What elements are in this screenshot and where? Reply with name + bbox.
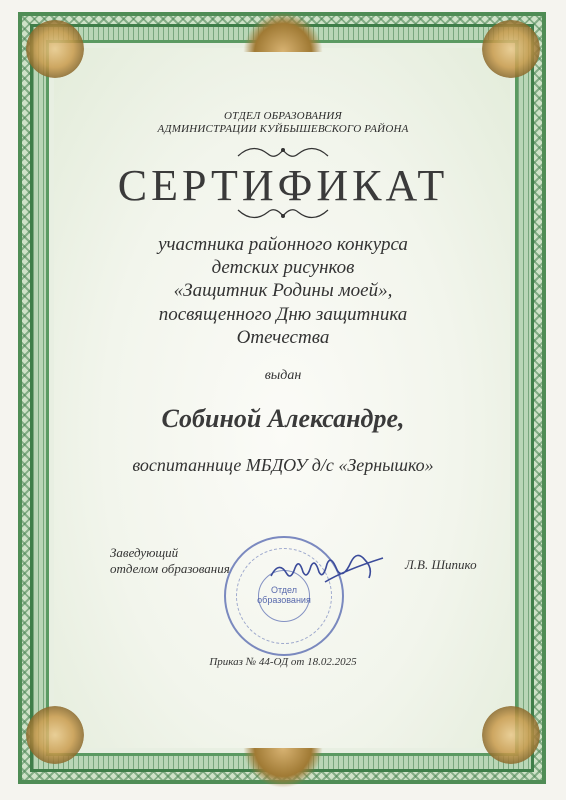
handwritten-signature-icon: [265, 540, 395, 590]
signer-position-line-2: отделом образования: [110, 561, 230, 576]
description-line: посвященного Дню защитника: [158, 304, 408, 325]
description-line: «Защитник Родины моей»,: [173, 280, 393, 301]
department-line-1: ОТДЕЛ ОБРАЗОВАНИЯ: [224, 110, 342, 122]
signer-name: Л.В. Шипико: [405, 557, 477, 572]
certificate-title: СЕРТИФИКАТ: [117, 161, 449, 210]
corner-ornament-icon: [482, 20, 540, 78]
description-line: Отечества: [236, 327, 330, 348]
stamp-label: Отдел образования: [257, 585, 311, 605]
recipient-name: Собиной Александре,: [161, 404, 405, 433]
recipient-affiliation: воспитаннице МБДОУ д/с «Зернышко»: [132, 455, 434, 475]
corner-ornament-icon: [26, 706, 84, 764]
description-line: участника районного конкурса: [158, 234, 408, 255]
corner-ornament-icon: [482, 706, 540, 764]
department-line-2: АДМИНИСТРАЦИИ КУЙБЫШЕВСКОГО РАЙОНА: [157, 123, 409, 135]
order-reference: Приказ № 44-ОД от 18.02.2025: [209, 656, 357, 668]
signer-position-line-1: Заведующий: [110, 545, 179, 560]
flourish-bottom-icon: [233, 202, 333, 226]
description-line: детских рисунков: [211, 257, 355, 278]
corner-ornament-icon: [26, 20, 84, 78]
bottom-ornament-icon: [243, 748, 323, 788]
top-ornament-icon: [243, 12, 323, 52]
issued-label: выдан: [264, 368, 302, 383]
